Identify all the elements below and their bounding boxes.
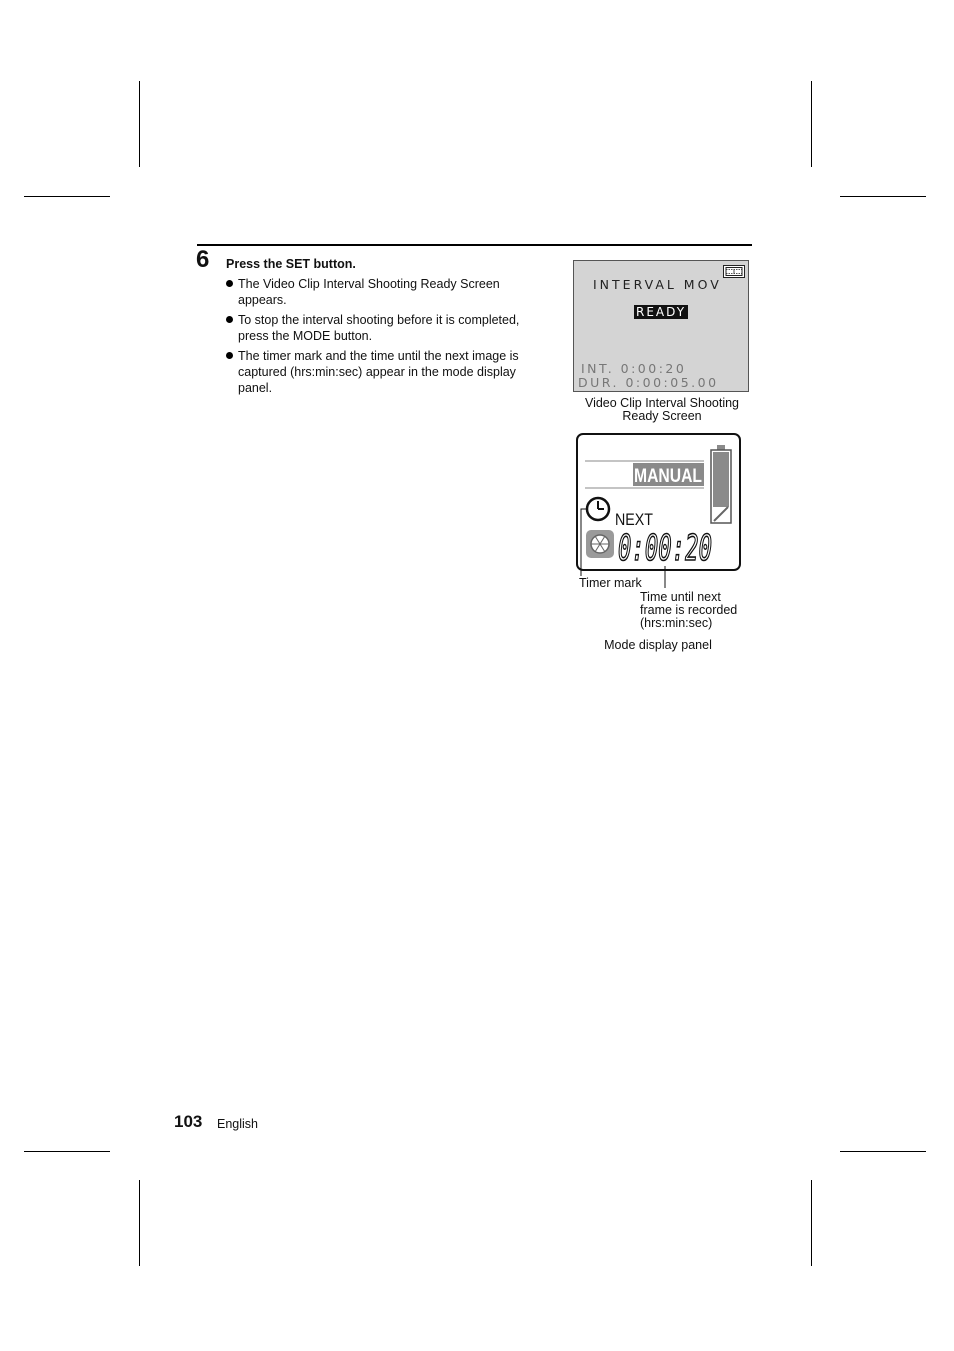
- crop-mark: [840, 196, 926, 197]
- mode-label: MANUAL: [634, 466, 703, 487]
- ready-screen: [573, 260, 749, 392]
- crop-mark: [139, 1180, 140, 1266]
- time-until-next-label: Time until next frame is recorded (hrs:min:sec): [640, 590, 738, 630]
- mode-display-panel: [570, 430, 750, 580]
- section-rule: [197, 244, 752, 246]
- language-label: English: [217, 1117, 258, 1131]
- crop-mark: [840, 1151, 926, 1152]
- bullet-dot-icon: [226, 316, 233, 323]
- timer-icon: [587, 498, 609, 520]
- next-label: NEXT: [615, 510, 653, 529]
- bullet-item: The timer mark and the time until the next image is captured (hrs:min:sec) appear in the mode display panel.: [224, 348, 534, 396]
- ready-status: READY: [636, 305, 687, 319]
- crop-mark: [24, 1151, 110, 1152]
- duration-readout: DUR. 0:00:05.00: [578, 375, 719, 390]
- step-title: Press the SET button.: [226, 257, 356, 271]
- step-number: 6: [196, 246, 210, 273]
- step-bullets: [224, 276, 534, 400]
- ready-screen-title: INTERVAL MOV: [593, 277, 722, 292]
- mode-panel-caption: Mode display panel: [604, 638, 712, 652]
- bullet-item: To stop the interval shooting before it is completed, press the MODE button.: [224, 312, 534, 344]
- interval-readout: INT. 0:00:20: [581, 361, 687, 376]
- bullet-item: The Video Clip Interval Shooting Ready Screen appears.: [224, 276, 534, 308]
- timer-mark-label: Timer mark: [579, 576, 642, 590]
- bullet-dot-icon: [226, 280, 233, 287]
- ready-screen-caption: Video Clip Interval Shooting Ready Screen: [584, 396, 740, 423]
- crop-mark: [139, 81, 140, 167]
- crop-mark: [811, 81, 812, 167]
- film-icon: [723, 265, 745, 278]
- shutter-icon: [586, 530, 614, 558]
- battery-icon: [711, 445, 731, 523]
- crop-mark: [24, 196, 110, 197]
- crop-mark: [811, 1180, 812, 1266]
- time-display: 0:00:20: [618, 528, 712, 569]
- page-number: 103: [174, 1112, 203, 1131]
- bullet-dot-icon: [226, 352, 233, 359]
